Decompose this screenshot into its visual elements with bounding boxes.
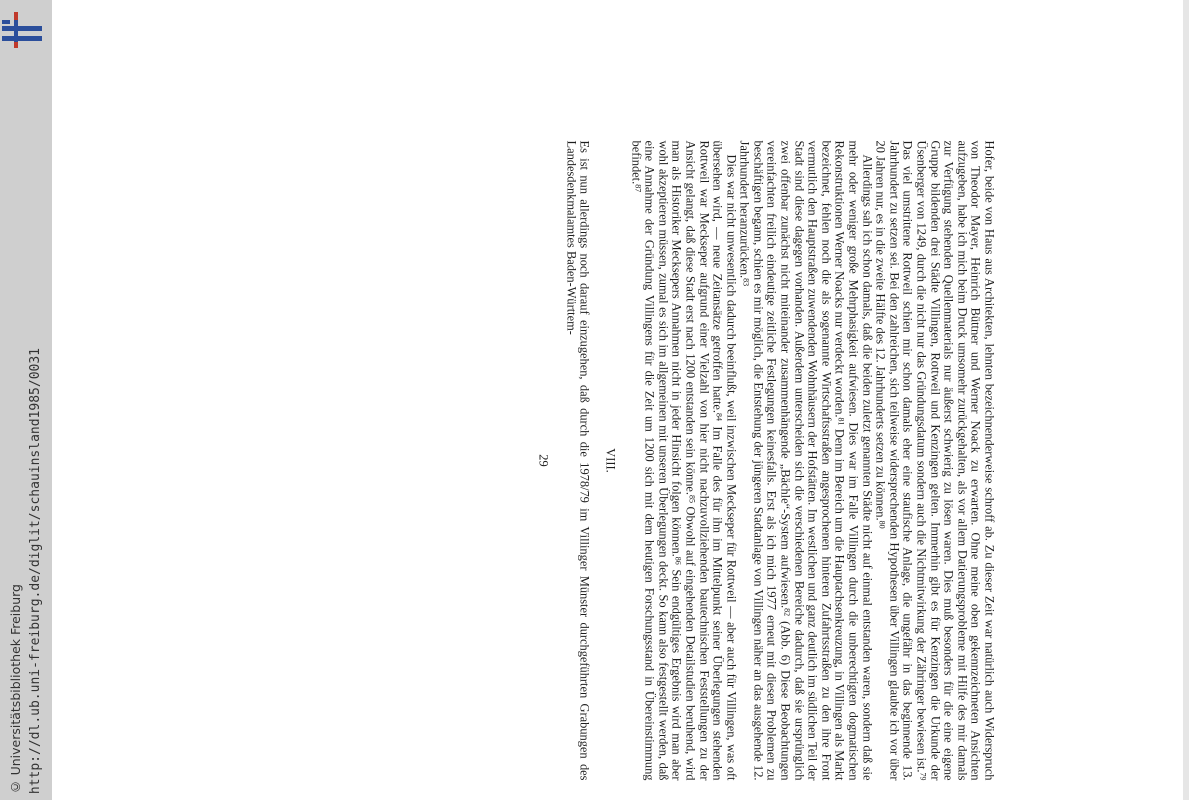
section-heading: VIII. — [602, 448, 617, 473]
paragraph-1: Hofer, beide von Haus aus Architekten, lehnten bezeichnenderweise schroff ab. Zu dieser Zeit war natürlich auch Widerspruch von Theodor Mayer, Heinrich Büttner und Werner Noack zu erwarten. Ohne meine oben gekennzeichneten Ansichten aufzugeben, habe ich mich beim Druck umsomehr zurückgehalten, als vor allem Datierungsprobleme mit Hilfe des mir damals zur Verfügung stehenden Quellenmaterials nur äußerst schwierig zu lösen waren. Dies muß besonders für die eine eigene Gruppe bildenden drei Städte Villingen, Rottweil und Kenzingen gelten. Immerhin gibt es für Kenzingen die Urkunde der Üsenberger von 1249, durch die nicht nur das Gründungsdatum sondern auch die Nichtmitwirkung der Zähringer bewiesen ist.$^{79}$ Das viel umstrittene Rottweil schien mir schon damals eher eine staufische Anlage, die ungefähr in das beginnende 13. Jahrhundert zu setzen sei. Bei den zahlreichen, sich teilweise widersprechenden Hypothesen über Villingen glaubte ich vor über 20 Jahren nur, es in die zweite Hälfte des 12. Jahrhunderts setzen zu können.$^{80}$ — [873, 140, 996, 781]
sidebar — [0, 0, 52, 800]
sidebar-text — [6, 0, 46, 800]
source-url-link[interactable]: http://dl.ub.uni-freiburg.de/diglit/schauinsland1985/0031 — [28, 347, 43, 794]
page-content — [240, 141, 995, 781]
scanned-page — [240, 130, 995, 790]
copyright-notice: © Universitätsbibliothek Freiburg — [8, 583, 23, 794]
paragraph-3: Dies war nicht unwesentlich dadurch beeinflußt, weil inzwischen Meckseper für Rottweil — aber auch für Villingen, was oft übersehen wird, — neue Zeitansätze getroffen hatte.$^{84}$ Im Falle des für ihn im Mittelpunkt seiner Überlegungen stehenden Rottweil war Meckseper aufgrund einer Vielzahl von hier nicht nachzuvollziehenden bautechnischen Feststellungen zu der Ansicht gelangt, daß diese Stadt erst nach 1200 entstanden sein könne.$^{85}$ Obwohl auf eingehenden Detailstudien beruhend, wird man als Historiker Mecksepers Annahmen nicht in jeder Hinsicht folgen können.$^{86}$ Sein endgültiges Ergebnis wird man aber wohl akzeptieren müssen, zumal es sich im allgemeinen mit unseren Überlegungen deckt. So kann also festgestellt werden, daß eine Annahme der Gründung Villingens für die Zeit um 1200 sich mit dem heutigen Forschungsstand in Übereinstimmung befindet.$^{87}$ — [628, 140, 738, 781]
scrollbar-track[interactable] — [1183, 0, 1189, 800]
page-number: 29 — [536, 454, 551, 467]
paragraph-2: Allerdings sah ich schon damals, daß die beiden zuletzt genannten Städte nicht auf einmal entstanden waren, sondern daß sie mehr oder weniger große Mehrphasigkeit aufwiesen. Dies war im Falle Villingen durch die unberechtigten dogmatischen Rekonstruktionen Werner Noacks nur verdeckt worden.$^{81}$ Denn im Bereich um die Hauptachsenkreuzung, in Villingen als Markt bezeichnet, fehlen noch die als sogenannte Wirtschaftsstraßen angesprochenen hinteren Zufahrtsstraßen zu den ihre Front vermutlich den Hauptstraßen zuwendenden Wohnhäusern der Hofstätten. Im westlichen und ganz deutlich im südlichen Teil der Stadt sind diese dagegen vorhanden. Außerdem unterscheiden sich die verschiedenen Bereiche dadurch, daß sie ursprünglich zwei offenbar zunächst nicht miteinander zusammenhängende „Bächle“-System aufwiesen.$^{82}$ (Abb. 6) Diese Beobachtungen vereinfachten freilich eindeutige zeitliche Festlegungen keinesfalls. Erst als ich mich 1977 erneut mit diesen Problemen zu beschäftigen begann, schien es mir möglich, die Entstehung der jüngeren Stadtanlage von Villingen näher an das ausgehende 12. Jahrhundert heranzurücken.$^{83}$ — [737, 140, 874, 781]
paragraph-4: Es ist nun allerdings noch darauf einzugehen, daß durch die 1978/79 im Villinger Münster durchgeführten Grabungen des Landesdenkmalamtes Baden-Württem- — [563, 140, 592, 781]
